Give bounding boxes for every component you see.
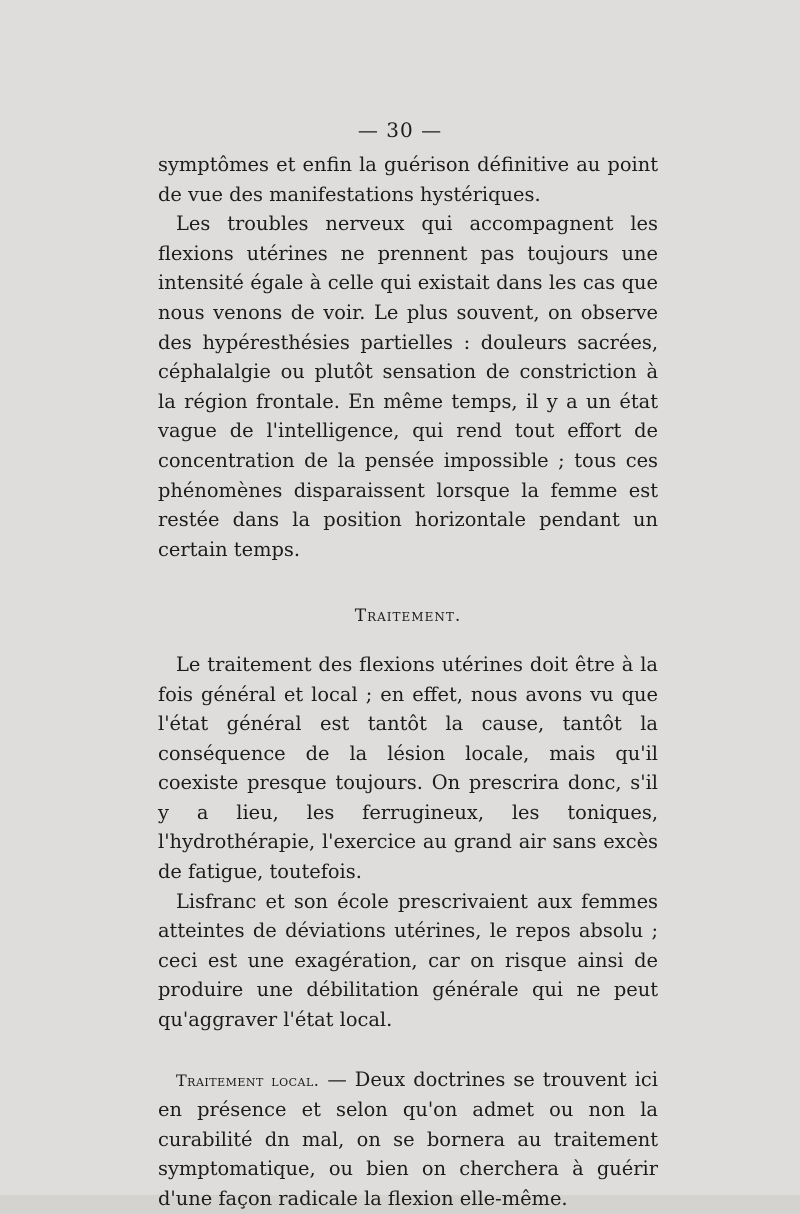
spacer	[158, 1035, 658, 1065]
paragraph-nervous-troubles: Les troubles nerveux qui accompagnent les flexions utérines ne prennent pas toujours une intensité égale à celle qui existait dans les cas que nous venons de voir. Le plus souvent, on observe des hypéresthésies partielles : douleurs sacrées, céphalalgie ou plutôt sensation de constriction à la région frontale. En même temps, il y a un état vague de l'intelligence, qui rend tout effort de concentration de la pensée impossible ; tous ces phénomènes disparaissent lorsque la femme est restée dans la position horizontale pendant un certain temps.	[158, 212, 658, 561]
subsection-label: Traitement local.	[176, 1070, 320, 1090]
paragraph-treatment: Le traitement des flexions utérines doit être à la fois général et local ; en effet, nous avons vu que l'état général est tantôt la cause, tantôt la conséquence de la lésion locale, mais qu'il coexiste presque toujours. On prescrira donc, s'il y a lieu, les ferrugineux, les toniques, l'hydrothérapie, l'exercice au grand air sans excès de fatigue, toutefois.	[158, 652, 658, 884]
page-number: — 30 —	[357, 118, 443, 142]
paragraph-local-treatment	[158, 1065, 658, 1214]
section-heading: Traitement.	[354, 606, 462, 627]
page-body	[158, 150, 658, 1214]
paragraph-lisfranc: Lisfranc et son école prescrivaient aux femmes atteintes de déviations utérines, le repos absolu ; ceci est une exagération, car on risque ainsi de produire une débilitation générale qui ne peut qu'aggraver l'état local.	[158, 889, 658, 1032]
subsection-text: — Deux doctrines se trouvent ici en présence et selon qu'on admet ou non la curabilité dn mal, on se bornera au traitement symptomatique, ou bien on cherchera à guérir d'une façon radicale la flexion elle-même.	[158, 1067, 658, 1210]
paragraph-continued: symptômes et enfin la guérison définitive au point de vue des manifestations hystériques.	[158, 153, 658, 206]
